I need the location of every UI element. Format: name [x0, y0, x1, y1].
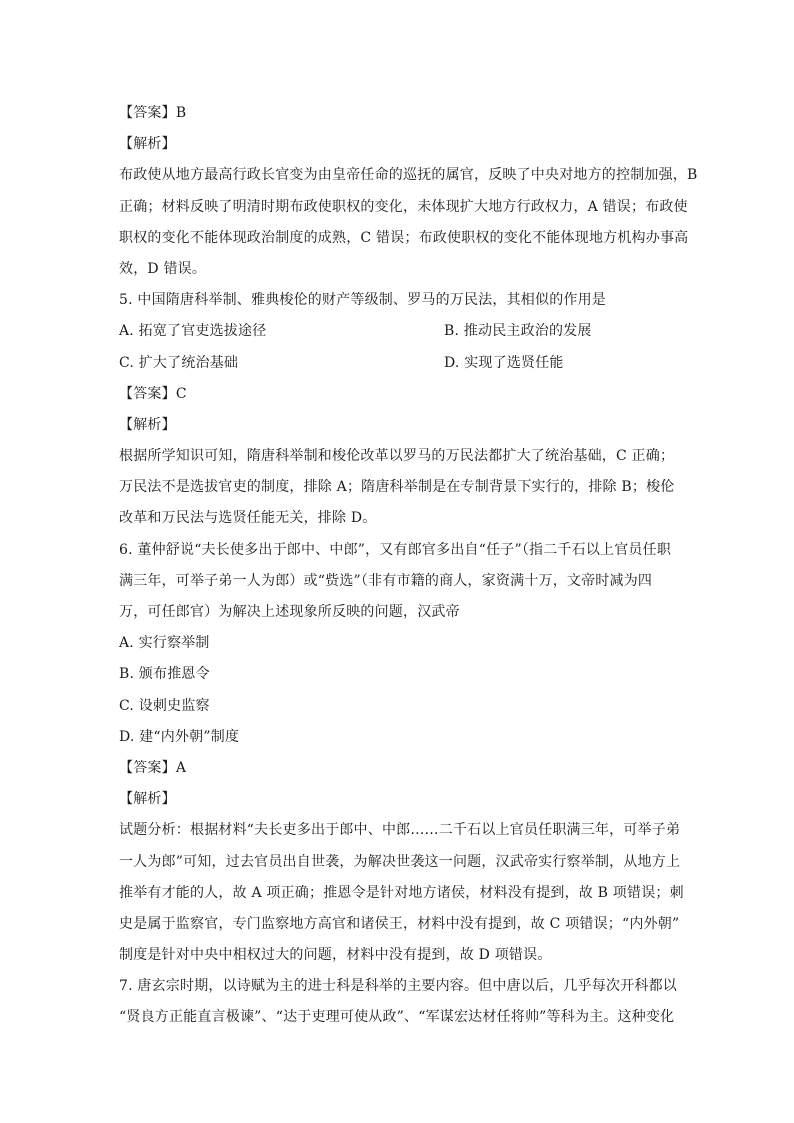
q5-analysis-label: 【解析】: [119, 416, 176, 433]
q4-analysis-line: 职权的变化不能体现政治制度的成熟，C 错误；布政使职权的变化不能体现地方机构办事高: [119, 229, 689, 246]
q7-stem-line: 7. 唐玄宗时期，以诗赋为主的进士科是科举的主要内容。但中唐以后，几乎每次开科都以: [119, 978, 678, 995]
q6-option-a: A. 实行察举制: [119, 635, 210, 652]
q5-option-c: C. 扩大了统治基础: [119, 354, 239, 371]
q6-option-d: D. 建“内外朝”制度: [119, 728, 240, 745]
q6-answer: [119, 753, 699, 784]
q5-stem: 5. 中国隋唐科举制、雅典梭伦的财产等级制、罗马的万民法，其相似的作用是: [119, 292, 607, 309]
q6-stem-line: 万，可任郎官）为解决上述现象所反映的问题，汉武帝: [119, 604, 460, 620]
q6-analysis-line: 史是属于监察官，专门监察地方高官和诸侯王，材料中没有提到，故 C 项错误；“内外朝”: [119, 915, 680, 932]
q5-option-d: D. 实现了选贤任能: [444, 354, 564, 371]
q4-analysis-label: 【解析】: [119, 136, 176, 153]
q4-analysis-line: 效，D 错误。: [119, 260, 207, 277]
answer-label: 【答案】: [119, 105, 176, 121]
q6-analysis-line: 试题分析：根据材料“夫长吏多出于郎中、中郎……二千石以上官员任职满三年，可举子弟: [119, 822, 681, 839]
q5-options-row-1: [119, 316, 699, 347]
q5-analysis-line: 改革和万民法与选贤任能无关，排除 D。: [119, 510, 377, 527]
q4-analysis-line: 布政使从地方最高行政长官变为由皇帝任命的巡抚的属官，反映了中央对地方的控制加强，B: [119, 167, 698, 184]
q5-options-row-2: [119, 348, 699, 379]
q4-analysis-line: 正确；材料反映了明清时期布政使职权的变化，未体现扩大地方行政权力，A 错误；布政使: [119, 198, 688, 215]
q5-option-a: A. 拓宽了官吏选拔途径: [119, 323, 267, 340]
q6-stem-line: 6. 董仲舒说“夫长使多出于郎中、中郎”，又有郎官多出自“任子”（指二千石以上官员任职: [119, 541, 672, 558]
answer-label: 【答案】: [119, 385, 176, 402]
q6-stem-line: 满三年，可举子弟一人为郎）或“赀选”（非有市籍的商人，家资满十万，文帝时减为四: [119, 572, 653, 589]
q5-analysis-line: 万民法不是选拔官吏的制度，排除 A；隋唐科举制是在专制背景下实行的，排除 B；梭伦: [119, 479, 675, 496]
answer-label: 【答案】: [119, 759, 176, 776]
q5-answer: [119, 379, 699, 410]
q6-analysis-line: 推举有才能的人，故 A 项正确；推恩令是针对地方诸侯，材料没有提到，故 B 项错误；刺: [119, 884, 684, 901]
document-page: [119, 98, 699, 1034]
q6-analysis-line: 一人为郎”可知，过去官员出自世袭，为解决世袭这一问题，汉武帝实行察举制，从地方上: [119, 853, 681, 870]
q4-answer: [119, 98, 699, 129]
q6-option-b: B. 颁布推恩令: [119, 666, 210, 683]
q6-analysis-line: 制度是针对中央中相权过大的问题，材料中没有提到，故 D 项错误。: [119, 947, 552, 964]
answer-value: C: [175, 385, 187, 402]
q6-option-c: C. 设刺史监察: [119, 697, 210, 714]
answer-value: A: [175, 759, 187, 776]
q5-option-b: B. 推动民主政治的发展: [444, 323, 592, 340]
q6-analysis-label: 【解析】: [119, 791, 176, 808]
q5-analysis-line: 根据所学知识可知，隋唐科举制和梭伦改革以罗马的万民法都扩大了统治基础，C 正确；: [119, 448, 675, 465]
q7-stem-line: “贤良方正能直言极谏”、“达于吏理可使从政”、“军谋宏达材任将帅”等科为主。这种变化: [119, 1009, 675, 1026]
answer-value: B: [175, 105, 187, 121]
